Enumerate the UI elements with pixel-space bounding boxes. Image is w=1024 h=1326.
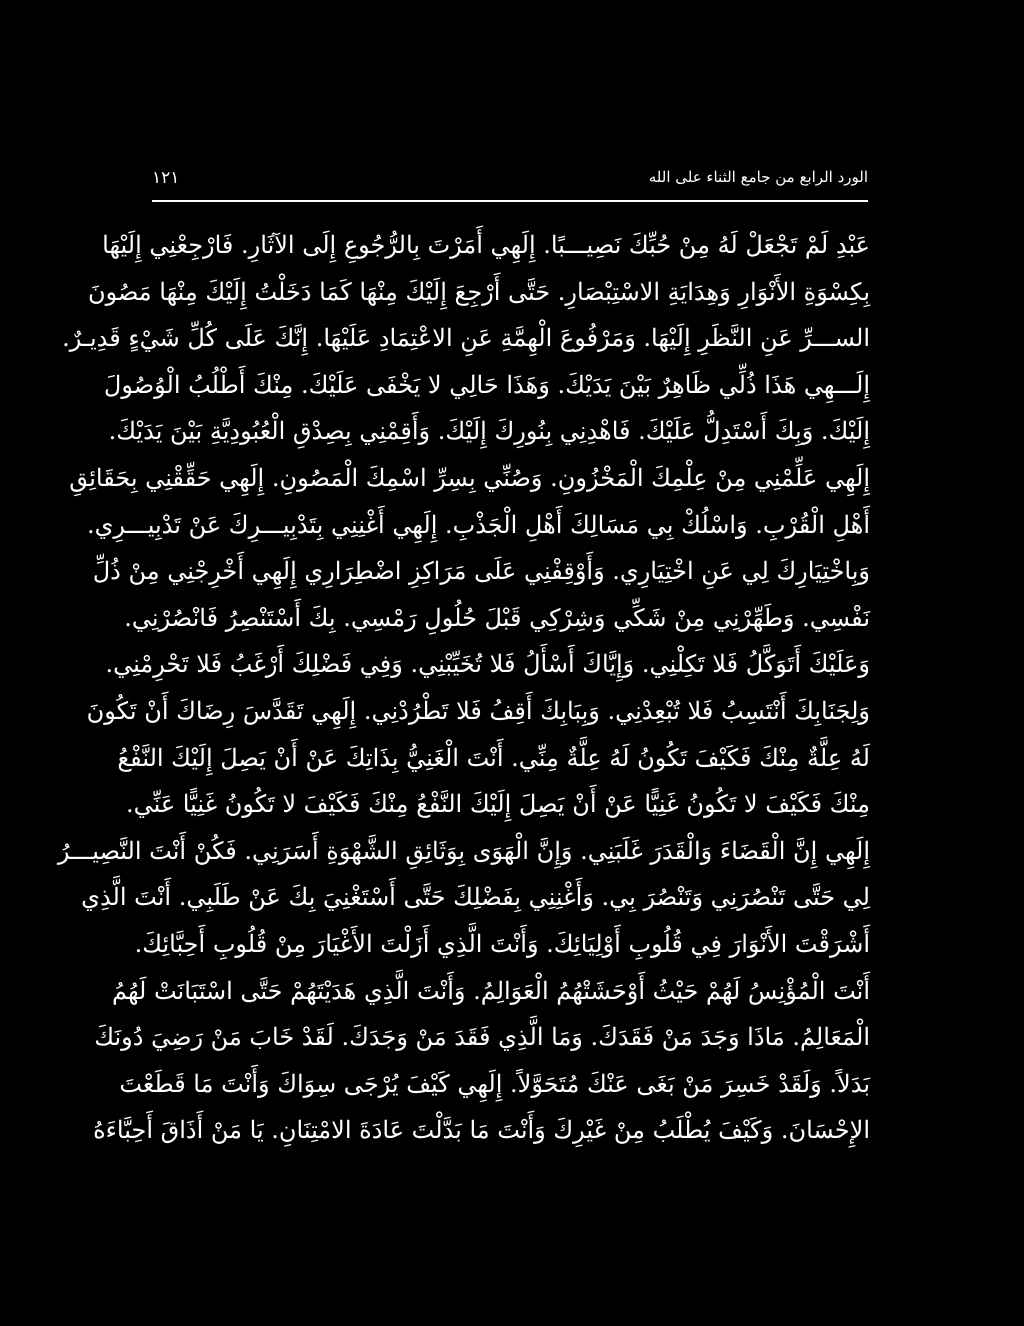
text-line: مِنْكَ فَكَيْفَ لا تَكُونُ غَنِيًّا عَنْ أَنْ يَصِلَ إِلَيْكَ النَّفْعُ مِنْكَ فَكَيْفَ لا تَكُونُ غَنِيًّا عَنِّي. [125,790,870,819]
text-line: الســـرِّ عَنِ النَّظَرِ إِلَيْهَا. وَمَرْفُوعَ الْهِمَّةِ عَنِ الاعْتِمَادِ عَلَيْهَا. إِنَّكَ عَلَى كُلِّ شَيْءٍ قَدِيـرٌ. [62,324,870,353]
text-line: لَهُ عِلَّةٌ مِنْكَ فَكَيْفَ تَكُونُ لَهُ عِلَّةٌ مِنِّي. أَنْتَ الْغَنِيُّ بِذَاتِكَ عَنْ أَنْ يَصِلَ إِلَيْكَ النَّفْعُ [117,743,870,772]
body-text [57,222,870,1154]
text-line: أَهْلِ الْقُرْبِ. وَاسْلُكْ بِي مَسَالِكَ أَهْلِ الْجَذْبِ. إِلَهِي أَغْنِنِي بِتَدْبِيـــرِكَ عَنْ تَدْبِيـــرِي. [87,510,870,539]
text-line: إِلَهِي عَلِّمْنِي مِنْ عِلْمِكَ الْمَخْزُونِ. وَصُنِّي بِسِرِّ اسْمِكَ الْمَصُونِ. إِلَهِي حَقِّقْنِي بِحَقَائِقِ [69,463,870,492]
text-line: وَلِجَنَابِكَ أَنْتَسِبُ فَلا تُبْعِدْنِي. وَبِبَابِكَ أَقِفُ فَلا تَطْرُدْنِي. إِلَهِي تَقَدَّسَ رِضَاكَ أَنْ تَكُونَ [86,696,870,725]
text-line: إِلَهِي إِنَّ الْقَضَاءَ وَالْقَدَرَ غَلَبَنِي. وَإِنَّ الْهَوَى بِوَثَائِقِ الشَّهْوَةِ أَسَرَنِي. فَكُنْ أَنْتَ النَّصِيـــرُ [57,836,870,865]
page-header [152,166,868,194]
text-line: الْمَعَالِمُ. مَاذَا وَجَدَ مَنْ فَقَدَكَ. وَمَا الَّذِي فَقَدَ مَنْ وَجَدَكَ. لَقَدْ خَابَ مَنْ رَضِيَ دُونَكَ [94,1023,870,1052]
text-line: نَفْسِي. وَطَهِّرْنِي مِنْ شَكِّي وَشِرْكِي قَبْلَ حُلُولِ رَمْسِي. بِكَ أَسْتَنْصِرُ فَانْصُرْنِي. [124,603,870,632]
text-line: الإِحْسَانَ. وَكَيْفَ يُطْلَبُ مِنْ غَيْرِكَ وَأَنْتَ مَا بَدَّلْتَ عَادَةَ الامْتِنَانِ. يَا مَنْ أَذَاقَ أَحِبَّاءَهُ [93,1116,870,1145]
header-rule [152,200,868,202]
text-line: لِي حَتَّى تَنْصُرَنِي وَتَنْصُرَ بِي. وَأَغْنِنِي بِفَضْلِكَ حَتَّى أَسْتَغْنِيَ بِكَ عَنْ طَلَبِي. أَنْتَ الَّذِي [81,883,870,912]
running-title: الورد الرابع من جامع الثناء على الله [648,168,868,186]
text-line: بِكِسْوَةِ الأَنْوَارِ وَهِدَايَةِ الاسْتِبْصَارِ. حَتَّى أَرْجِعَ إِلَيْكَ مِنْهَا كَمَا دَخَلْتُ إِلَيْكَ مِنْهَا مَصُونَ [87,277,870,306]
page-number: ١٢١ [152,168,180,188]
text-line: أَشْرَقْتَ الأَنْوَارَ فِي قُلُوبِ أَوْلِيَائِكَ. وَأَنْتَ الَّذِي أَزَلْتَ الأَغْيَارَ مِنْ قُلُوبِ أَحِبَّائِكَ. [134,929,870,958]
text-line: بَدَلاً. وَلَقَدْ خَسِرَ مَنْ بَغَى عَنْكَ مُتَحَوَّلاً. إِلَهِي كَيْفَ يُرْجَى سِوَاكَ وَأَنْتَ مَا قَطَعْتَ [119,1069,870,1098]
text-line: وَبِاخْتِيَارِكَ لِي عَنِ اخْتِيَارِي. وَأَوْقِفْنِي عَلَى مَرَاكِزِ اضْطِرَارِي إِلَهِي أَخْرِجْنِي مِنْ ذُلِّ [92,557,870,586]
text-line: عَبْدِ لَمْ تَجْعَلْ لَهُ مِنْ حُبِّكَ نَصِيـــبًا. إِلَهِي أَمَرْتَ بِالرُّجُوعِ إِلَى الآثَارِ. فَارْجِعْنِي إِلَيْهَا [102,231,870,259]
text-line: إِلَيْكَ. وَبِكَ أَسْتَدِلُّ عَلَيْكَ. فَاهْدِنِي بِنُورِكَ إِلَيْكَ. وَأَقِمْنِي بِصِدْقِ الْعُبُودِيَّةِ بَيْنَ يَدَيْكَ. [108,417,870,446]
text-line: وَعَلَيْكَ أَتَوَكَّلُ فَلا تَكِلْنِي. وَإِيَّاكَ أَسْأَلُ فَلا تُخَيِّبْنِي. وَفِي فَضْلِكَ أَرْغَبُ فَلا تَحْرِمْنِي. [105,650,870,679]
text-line: أَنْتَ الْمُؤْنِسُ لَهُمْ حَيْثُ أَوْحَشَتْهُمُ الْعَوَالِمُ. وَأَنْتَ الَّذِي هَدَيْتَهُمْ حَتَّى اسْتَبَانَتْ لَهُمُ [111,976,870,1005]
text-line: إِلَـــهِي هَذَا ذُلِّي ظَاهِرٌ بَيْنَ يَدَيْكَ. وَهَذَا حَالِي لا يَخْفَى عَلَيْكَ. مِنْكَ أَطْلُبُ الْوُصُولَ [103,370,870,399]
